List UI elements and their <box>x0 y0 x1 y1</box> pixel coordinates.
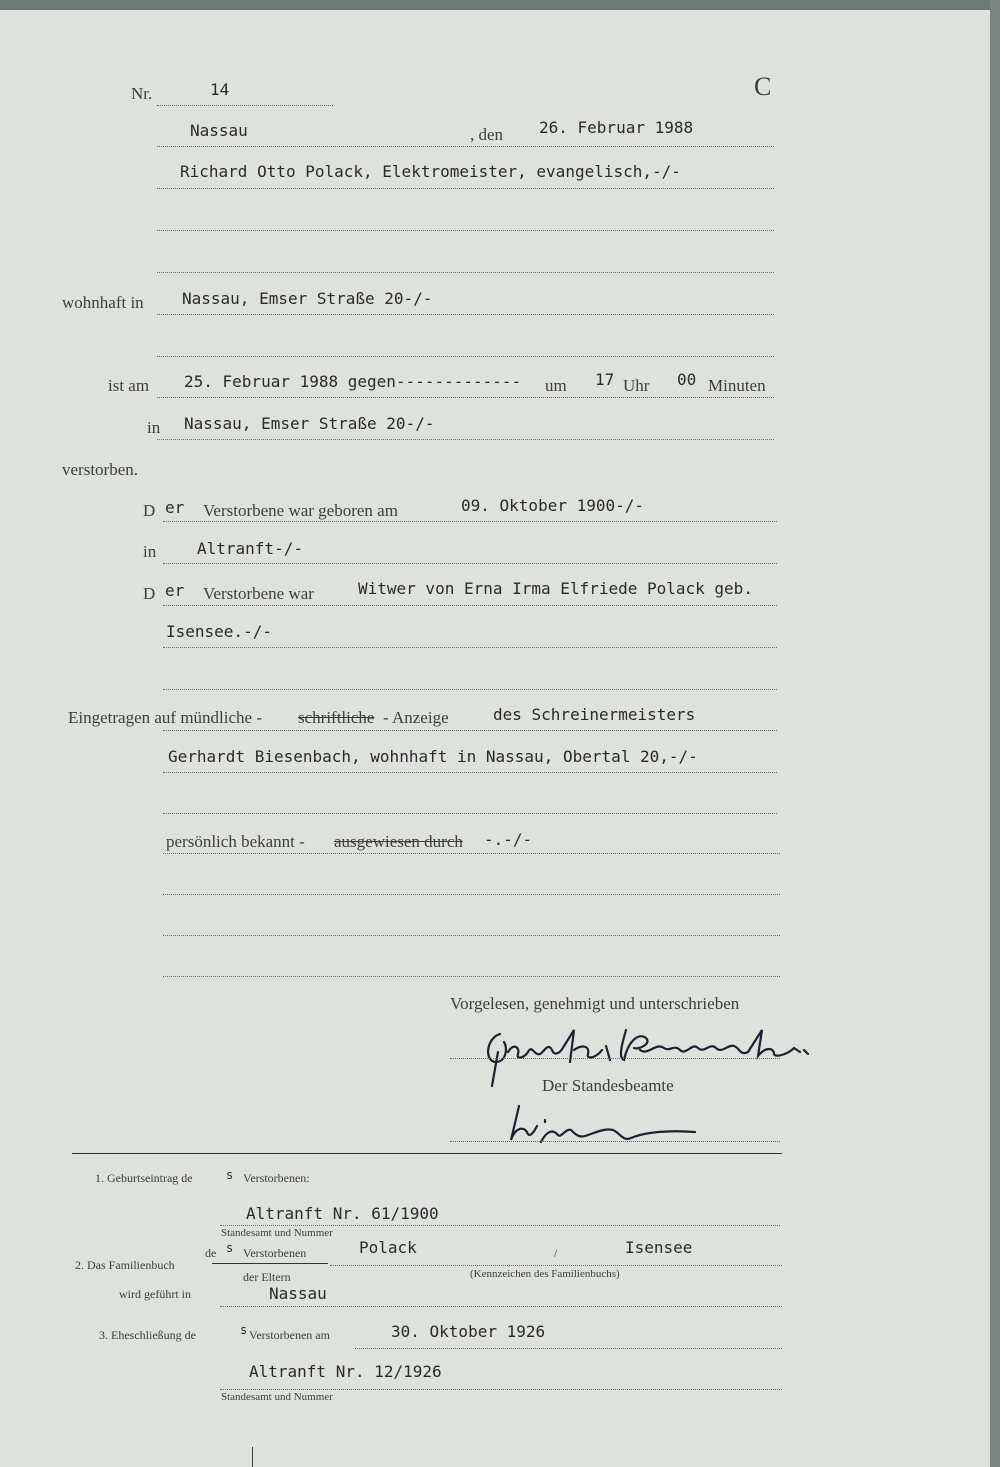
footer-separator <box>72 1153 782 1154</box>
date-value: 26. Februar 1988 <box>539 118 694 137</box>
wohnhaft-label: wohnhaft in <box>62 293 144 312</box>
bekannt-label: persönlich bekannt - <box>166 832 305 851</box>
item1-rule <box>220 1225 780 1226</box>
form-mark: C <box>754 72 772 101</box>
blank-rule-8 <box>163 976 780 977</box>
blank-rule-6 <box>163 894 780 895</box>
nr-label: Nr. <box>131 84 153 103</box>
death-place-value: Nassau, Emser Straße 20-/- <box>184 414 435 433</box>
status-rule-2 <box>163 647 777 648</box>
item1-s: s <box>226 1168 234 1182</box>
blank-rule-4 <box>163 689 777 690</box>
item3-value: Altranft Nr. 12/1926 <box>249 1362 442 1381</box>
item3-suffix: Verstorbenen am <box>249 1328 330 1342</box>
informant-signature-rule <box>450 1058 780 1059</box>
item2-label: 2. Das Familienbuch <box>75 1258 175 1272</box>
minuten-label: Minuten <box>708 376 766 395</box>
nr-rule <box>157 105 333 106</box>
bekannt-rule <box>163 853 780 854</box>
blank-rule-3 <box>157 356 774 357</box>
verstorben-label: verstorben. <box>62 460 139 479</box>
birth-d-label: D <box>143 501 156 520</box>
standesbeamte-label: Der Standesbeamte <box>542 1076 674 1095</box>
place-value: Nassau <box>190 121 248 140</box>
death-hour: 17 <box>595 370 615 389</box>
birth-geboren-label: Verstorbene war geboren am <box>203 501 398 520</box>
informant-line2: Gerhardt Biesenbach, wohnhaft in Nassau, Obertal 20,-/- <box>168 747 698 766</box>
death-in-label: in <box>147 418 161 437</box>
anzeige-label: - Anzeige <box>383 708 449 727</box>
nr-value: 14 <box>210 80 230 99</box>
blank-rule-5 <box>163 813 777 814</box>
item3-s: s <box>240 1323 248 1337</box>
item1-standesamt-label: Standesamt und Nummer <box>221 1227 333 1239</box>
item2-verstorbenen: Verstorbenen <box>243 1246 307 1260</box>
item2-value-right: Isensee <box>625 1238 693 1257</box>
death-date-rule <box>157 397 774 398</box>
item2-eltern: der Eltern <box>243 1270 291 1284</box>
eingetragen-label: Eingetragen auf mündliche - <box>68 708 263 727</box>
item2-place-rule <box>220 1306 782 1307</box>
item2-place: Nassau <box>269 1284 327 1303</box>
status-war-label: Verstorbene war <box>203 584 314 603</box>
item3-date-rule <box>355 1348 782 1349</box>
place-rule <box>157 146 774 147</box>
item1-label: 1. Geburtseintrag de <box>95 1171 193 1185</box>
item3-standesamt-label: Standesamt und Nummer <box>221 1391 333 1403</box>
scan-edge-right <box>990 0 1000 1467</box>
um-label: um <box>545 376 567 395</box>
item2-fraction-rule <box>212 1263 328 1264</box>
death-minutes: 00 <box>677 370 697 389</box>
den-label: , den <box>470 125 504 144</box>
status-er: er <box>165 581 185 600</box>
status-value-line1: Witwer von Erna Irma Elfriede Polack geb. <box>358 579 753 598</box>
item1-value: Altranft Nr. 61/1900 <box>246 1204 439 1223</box>
item2-s: s <box>226 1241 234 1255</box>
item2-rule <box>330 1265 782 1266</box>
informant-line1: des Schreinermeisters <box>493 705 696 724</box>
scan-edge-top <box>0 0 1000 10</box>
uhr-label: Uhr <box>623 376 650 395</box>
bekannt-suffix: -.-/- <box>484 830 533 849</box>
item3-rule <box>220 1389 782 1390</box>
birth-place-rule <box>163 563 777 564</box>
schriftliche-struck: schriftliche <box>298 708 375 727</box>
item2-de: de <box>205 1246 217 1260</box>
margin-mark <box>252 1447 253 1467</box>
birth-date-value: 09. Oktober 1900-/- <box>461 496 645 515</box>
ist-am-label: ist am <box>108 376 150 395</box>
kennzeichen-label: (Kennzeichen des Familienbuchs) <box>470 1268 620 1280</box>
item3-label: 3. Eheschließung de <box>99 1328 196 1342</box>
ausgewiesen-struck: ausgewiesen durch <box>334 832 463 851</box>
status-value-line2: Isensee.-/- <box>166 622 272 641</box>
item2-value-left: Polack <box>359 1238 417 1257</box>
informant-rule-2 <box>163 772 777 773</box>
name-rule <box>157 188 774 189</box>
birth-place-value: Altranft-/- <box>197 539 303 558</box>
death-place-rule <box>157 439 774 440</box>
informant-rule-1 <box>163 730 777 731</box>
blank-rule-7 <box>163 935 780 936</box>
item3-date: 30. Oktober 1926 <box>391 1322 546 1341</box>
birth-er: er <box>165 498 185 517</box>
death-date-value: 25. Februar 1988 gegen------------- <box>184 372 522 391</box>
wohnhaft-rule <box>157 314 774 315</box>
birth-date-rule <box>163 521 777 522</box>
blank-rule-2 <box>157 272 774 273</box>
official-signature-rule <box>450 1141 780 1142</box>
status-rule-1 <box>163 605 777 606</box>
vorgelesen-label: Vorgelesen, genehmigt und unterschrieben <box>450 994 740 1013</box>
name-line: Richard Otto Polack, Elektromeister, evangelisch,-/- <box>180 162 681 181</box>
wohnhaft-value: Nassau, Emser Straße 20-/- <box>182 289 433 308</box>
status-d-label: D <box>143 584 156 603</box>
item2-slash: / <box>554 1246 558 1260</box>
blank-rule-1 <box>157 230 774 231</box>
birth-in-label: in <box>143 542 157 561</box>
item2-gefuehrt: wird geführt in <box>119 1287 191 1301</box>
item1-suffix: Verstorbenen: <box>243 1171 310 1185</box>
